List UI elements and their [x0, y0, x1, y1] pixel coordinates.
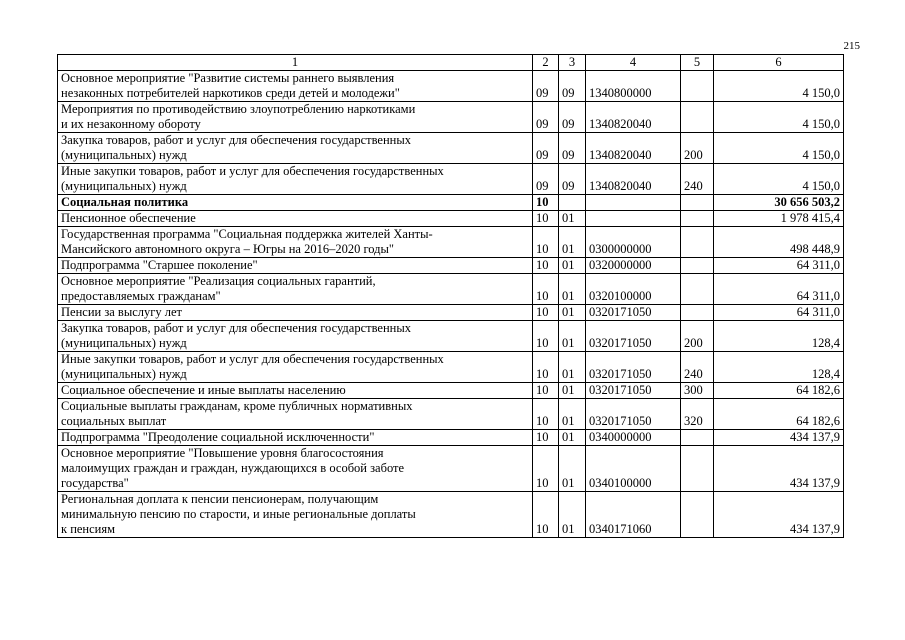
cell-name	[58, 71, 533, 102]
table-row	[58, 227, 844, 258]
cell-name-line: предоставляемых гражданам"	[61, 289, 221, 303]
cell-expense-type: 320	[681, 399, 714, 430]
cell-target-article	[586, 211, 681, 227]
table-row	[58, 305, 844, 321]
cell-expense-type	[681, 305, 714, 321]
header-col-subsection: 3	[559, 55, 586, 71]
cell-name-line: социальных выплат	[61, 414, 167, 428]
cell-subsection: 09	[559, 102, 586, 133]
cell-expense-type: 200	[681, 321, 714, 352]
table-row	[58, 102, 844, 133]
cell-subsection: 01	[559, 399, 586, 430]
cell-name	[58, 305, 533, 321]
cell-name	[58, 352, 533, 383]
cell-name	[58, 227, 533, 258]
cell-subsection	[559, 195, 586, 211]
cell-section: 10	[533, 305, 559, 321]
cell-subsection: 01	[559, 211, 586, 227]
cell-amount: 498 448,9	[714, 227, 844, 258]
cell-subsection: 01	[559, 492, 586, 538]
cell-section: 10	[533, 211, 559, 227]
cell-expense-type: 240	[681, 164, 714, 195]
cell-name	[58, 430, 533, 446]
cell-target-article: 0340171060	[586, 492, 681, 538]
cell-name-line: государства"	[61, 476, 129, 490]
cell-section: 10	[533, 492, 559, 538]
cell-subsection: 09	[559, 71, 586, 102]
cell-amount: 4 150,0	[714, 71, 844, 102]
cell-name-line: (муниципальных) нужд	[61, 367, 187, 381]
cell-name-line: Иные закупки товаров, работ и услуг для обеспечения государственных	[61, 352, 444, 366]
table-row	[58, 133, 844, 164]
cell-name	[58, 258, 533, 274]
cell-amount: 64 182,6	[714, 399, 844, 430]
cell-amount: 434 137,9	[714, 430, 844, 446]
table-body	[58, 71, 844, 538]
cell-target-article: 0320171050	[586, 352, 681, 383]
cell-section: 09	[533, 102, 559, 133]
cell-amount: 128,4	[714, 352, 844, 383]
table-row	[58, 274, 844, 305]
cell-expense-type	[681, 227, 714, 258]
cell-name-line: Основное мероприятие "Повышение уровня благосостояния	[61, 446, 384, 460]
cell-amount: 30 656 503,2	[714, 195, 844, 211]
table-row	[58, 71, 844, 102]
cell-target-article: 0320100000	[586, 274, 681, 305]
cell-target-article: 1340800000	[586, 71, 681, 102]
cell-name	[58, 321, 533, 352]
cell-name	[58, 492, 533, 538]
cell-expense-type	[681, 71, 714, 102]
cell-amount: 64 311,0	[714, 274, 844, 305]
cell-amount: 64 311,0	[714, 305, 844, 321]
cell-name	[58, 211, 533, 227]
cell-target-article: 0340000000	[586, 430, 681, 446]
cell-subsection: 09	[559, 133, 586, 164]
cell-expense-type	[681, 258, 714, 274]
cell-name	[58, 399, 533, 430]
cell-name-line: Пенсионное обеспечение	[61, 211, 196, 225]
cell-expense-type: 200	[681, 133, 714, 164]
cell-subsection: 01	[559, 321, 586, 352]
cell-subsection: 01	[559, 383, 586, 399]
cell-expense-type	[681, 195, 714, 211]
table-row	[58, 195, 844, 211]
cell-target-article: 1340820040	[586, 102, 681, 133]
header-col-target-article: 4	[586, 55, 681, 71]
cell-target-article: 0320171050	[586, 383, 681, 399]
cell-name-line: (муниципальных) нужд	[61, 148, 187, 162]
header-col-name: 1	[58, 55, 533, 71]
cell-amount: 128,4	[714, 321, 844, 352]
cell-amount: 4 150,0	[714, 164, 844, 195]
cell-name	[58, 195, 533, 211]
table-row	[58, 383, 844, 399]
cell-target-article: 0320171050	[586, 321, 681, 352]
cell-amount: 4 150,0	[714, 102, 844, 133]
cell-name-line: Региональная доплата к пенсии пенсионерам, получающим	[61, 492, 379, 506]
cell-name	[58, 383, 533, 399]
cell-target-article: 1340820040	[586, 133, 681, 164]
cell-name-line: Иные закупки товаров, работ и услуг для обеспечения государственных	[61, 164, 444, 178]
cell-name	[58, 133, 533, 164]
cell-subsection: 01	[559, 274, 586, 305]
cell-section: 10	[533, 399, 559, 430]
cell-section: 10	[533, 274, 559, 305]
cell-target-article: 0340100000	[586, 446, 681, 492]
cell-name-line: малоимущих граждан и граждан, нуждающихся в особой заботе	[61, 461, 405, 475]
cell-amount: 1 978 415,4	[714, 211, 844, 227]
cell-name-line: (муниципальных) нужд	[61, 179, 187, 193]
cell-name	[58, 446, 533, 492]
cell-subsection: 01	[559, 352, 586, 383]
cell-amount: 4 150,0	[714, 133, 844, 164]
cell-amount: 64 311,0	[714, 258, 844, 274]
cell-expense-type	[681, 102, 714, 133]
cell-target-article: 1340820040	[586, 164, 681, 195]
cell-section: 10	[533, 383, 559, 399]
cell-subsection: 01	[559, 430, 586, 446]
cell-section: 09	[533, 133, 559, 164]
cell-section: 10	[533, 258, 559, 274]
cell-expense-type	[681, 430, 714, 446]
table-row	[58, 164, 844, 195]
cell-subsection: 01	[559, 305, 586, 321]
cell-section: 10	[533, 352, 559, 383]
table-row	[58, 352, 844, 383]
cell-name-line: Закупка товаров, работ и услуг для обеспечения государственных	[61, 133, 412, 147]
cell-target-article	[586, 195, 681, 211]
cell-name-line: к пенсиям	[61, 522, 116, 536]
page-number: 215	[843, 40, 860, 52]
cell-subsection: 09	[559, 164, 586, 195]
cell-name-line: Основное мероприятие "Реализация социальных гарантий,	[61, 274, 376, 288]
cell-name-line: минимальную пенсию по старости, и иные региональные доплаты	[61, 507, 416, 521]
cell-amount: 434 137,9	[714, 446, 844, 492]
cell-target-article: 0300000000	[586, 227, 681, 258]
cell-target-article: 0320171050	[586, 305, 681, 321]
cell-expense-type	[681, 211, 714, 227]
cell-name	[58, 164, 533, 195]
cell-subsection: 01	[559, 227, 586, 258]
cell-name-line: Социальное обеспечение и иные выплаты населению	[61, 383, 346, 397]
cell-amount: 434 137,9	[714, 492, 844, 538]
cell-name	[58, 274, 533, 305]
cell-name	[58, 102, 533, 133]
table-row	[58, 492, 844, 538]
budget-table	[57, 54, 844, 538]
cell-name-line: незаконных потребителей наркотиков среди детей и молодежи"	[61, 86, 400, 100]
table-row	[58, 399, 844, 430]
cell-target-article: 0320000000	[586, 258, 681, 274]
cell-section: 09	[533, 164, 559, 195]
table-row	[58, 258, 844, 274]
table-row	[58, 321, 844, 352]
cell-section: 10	[533, 195, 559, 211]
cell-name-line: Подпрограмма "Старшее поколение"	[61, 258, 258, 272]
table-row	[58, 430, 844, 446]
cell-name-line: Закупка товаров, работ и услуг для обеспечения государственных	[61, 321, 412, 335]
cell-name-line: Государственная программа "Социальная поддержка жителей Ханты-	[61, 227, 433, 241]
header-col-expense-type: 5	[681, 55, 714, 71]
cell-section: 09	[533, 71, 559, 102]
cell-expense-type: 240	[681, 352, 714, 383]
cell-name-line: и их незаконному обороту	[61, 117, 201, 131]
cell-amount: 64 182,6	[714, 383, 844, 399]
cell-name-line: Социальная политика	[61, 195, 189, 209]
cell-expense-type	[681, 446, 714, 492]
cell-name-line: Подпрограмма "Преодоление социальной исключенности"	[61, 430, 375, 444]
table-row	[58, 211, 844, 227]
cell-target-article: 0320171050	[586, 399, 681, 430]
cell-subsection: 01	[559, 446, 586, 492]
cell-name-line: Социальные выплаты гражданам, кроме публичных нормативных	[61, 399, 413, 413]
cell-name-line: Мансийского автономного округа – Югры на 2016–2020 годы"	[61, 242, 395, 256]
header-col-section: 2	[533, 55, 559, 71]
cell-expense-type: 300	[681, 383, 714, 399]
cell-section: 10	[533, 227, 559, 258]
cell-subsection: 01	[559, 258, 586, 274]
cell-name-line: Пенсии за выслугу лет	[61, 305, 183, 319]
header-col-amount: 6	[714, 55, 844, 71]
table-row	[58, 446, 844, 492]
cell-expense-type	[681, 274, 714, 305]
cell-name-line: Мероприятия по противодействию злоупотреблению наркотиками	[61, 102, 416, 116]
cell-expense-type	[681, 492, 714, 538]
cell-section: 10	[533, 446, 559, 492]
cell-section: 10	[533, 430, 559, 446]
cell-name-line: Основное мероприятие "Развитие системы раннего выявления	[61, 71, 395, 85]
cell-section: 10	[533, 321, 559, 352]
cell-name-line: (муниципальных) нужд	[61, 336, 187, 350]
table-header-row	[58, 55, 844, 71]
